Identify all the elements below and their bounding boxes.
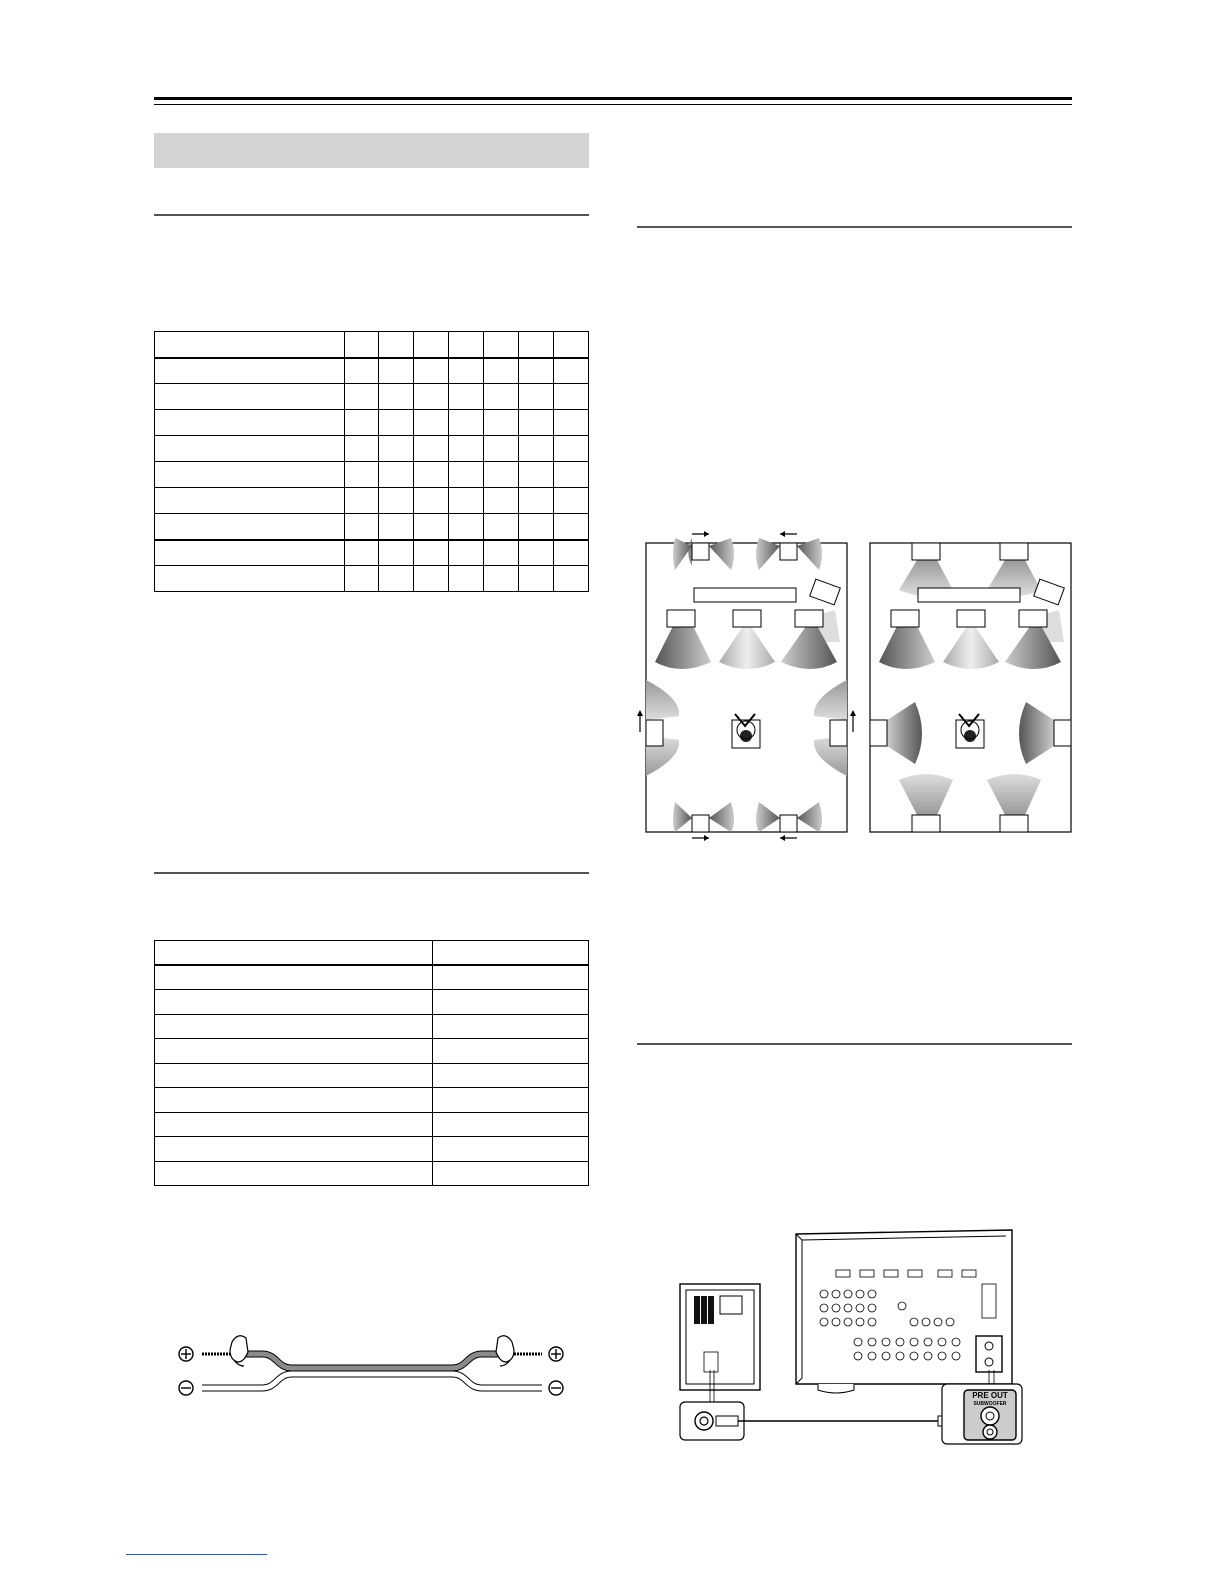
table-row — [155, 384, 589, 410]
plus-icon-left — [179, 1347, 193, 1361]
table-cell — [414, 540, 449, 566]
table-row — [155, 358, 589, 384]
table-cell — [519, 540, 554, 566]
table-cell — [433, 1088, 589, 1113]
table-cell — [449, 514, 484, 540]
table-cell — [155, 384, 345, 410]
table-cell — [449, 540, 484, 566]
table-cell — [449, 462, 484, 488]
table-cell — [449, 436, 484, 462]
table-cell — [433, 1137, 589, 1162]
speaker-layout-table — [154, 331, 589, 592]
minus-icon-left — [179, 1381, 193, 1395]
room-diagram-right — [870, 543, 1071, 832]
subsection-rule-3 — [637, 226, 1072, 228]
table-cell — [553, 358, 588, 384]
table-cell — [553, 384, 588, 410]
hand-left — [230, 1336, 248, 1366]
subsection-rule-1 — [154, 214, 589, 216]
table-cell — [553, 540, 588, 566]
table-cell — [553, 514, 588, 540]
table-row — [155, 1137, 589, 1162]
table-cell — [519, 488, 554, 514]
table-cell — [414, 358, 449, 384]
table-cell — [433, 1161, 589, 1186]
table-cell — [344, 488, 379, 514]
table-cell — [433, 1014, 589, 1039]
table-cell — [379, 410, 414, 436]
speaker-placement-diagrams — [635, 530, 1075, 844]
table-cell — [379, 332, 414, 358]
table-cell — [344, 514, 379, 540]
table-cell — [433, 1039, 589, 1064]
table-row — [155, 941, 589, 966]
room-diagram-left — [637, 531, 856, 841]
table-cell — [379, 462, 414, 488]
table-row — [155, 462, 589, 488]
subsection-rule-2 — [154, 872, 589, 874]
table-cell — [414, 332, 449, 358]
table-cell — [414, 514, 449, 540]
table-cell — [379, 540, 414, 566]
table-cell — [155, 1112, 433, 1137]
table-row — [155, 1014, 589, 1039]
table-row — [155, 990, 589, 1015]
table-cell — [553, 566, 588, 592]
table-cell — [484, 436, 519, 462]
table-cell — [449, 488, 484, 514]
table-cell — [379, 436, 414, 462]
table-cell — [344, 332, 379, 358]
table-cell — [155, 965, 433, 990]
speaker-cable-illustration — [172, 1330, 572, 1410]
table-cell — [155, 462, 345, 488]
table-cell — [344, 540, 379, 566]
table-cell — [155, 566, 345, 592]
table-cell — [379, 358, 414, 384]
table-cell — [433, 965, 589, 990]
table-row — [155, 540, 589, 566]
table-row — [155, 1088, 589, 1113]
table-cell — [519, 332, 554, 358]
table-cell — [519, 410, 554, 436]
plus-icon-right — [549, 1347, 563, 1361]
section-heading-bar — [154, 133, 589, 168]
table-cell — [155, 941, 433, 966]
table-row — [155, 1063, 589, 1088]
table-cell — [449, 566, 484, 592]
table-cell — [553, 488, 588, 514]
table-cell — [155, 1014, 433, 1039]
table-cell — [484, 462, 519, 488]
table-cell — [519, 566, 554, 592]
table-cell — [155, 540, 345, 566]
cable-table — [154, 940, 589, 1186]
table-row — [155, 514, 589, 540]
table-cell — [379, 384, 414, 410]
table-cell — [414, 410, 449, 436]
table-cell — [433, 1063, 589, 1088]
table-cell — [155, 990, 433, 1015]
table-cell — [484, 540, 519, 566]
pre-out-label: PRE OUT — [972, 1391, 1008, 1400]
table-cell — [484, 488, 519, 514]
table-cell — [414, 566, 449, 592]
table-cell — [344, 436, 379, 462]
table-cell — [155, 1063, 433, 1088]
table-cell — [553, 436, 588, 462]
table-cell — [379, 488, 414, 514]
table-row — [155, 1161, 589, 1186]
header-rule-thick — [154, 97, 1072, 100]
table-cell — [519, 384, 554, 410]
table-row — [155, 965, 589, 990]
table-cell — [433, 990, 589, 1015]
table-cell — [414, 488, 449, 514]
table-cell — [484, 410, 519, 436]
table-cell — [344, 384, 379, 410]
table-cell — [449, 332, 484, 358]
table-cell — [155, 488, 345, 514]
av-receiver-rear-panel — [796, 1230, 1012, 1393]
table-cell — [155, 436, 345, 462]
table-cell — [344, 410, 379, 436]
table-cell — [553, 332, 588, 358]
table-cell — [155, 1161, 433, 1186]
table-cell — [344, 462, 379, 488]
table-cell — [379, 514, 414, 540]
table-cell — [379, 566, 414, 592]
table-cell — [519, 436, 554, 462]
table-row — [155, 332, 589, 358]
table-cell — [553, 410, 588, 436]
footer-rule — [126, 1554, 267, 1555]
table-cell — [449, 384, 484, 410]
hand-right — [496, 1336, 514, 1366]
table-row — [155, 436, 589, 462]
table-cell — [449, 358, 484, 384]
table-cell — [414, 384, 449, 410]
table-cell — [155, 358, 345, 384]
table-cell — [344, 358, 379, 384]
table-cell — [344, 566, 379, 592]
table-cell — [433, 1112, 589, 1137]
subsection-rule-4 — [637, 1043, 1072, 1045]
table-cell — [519, 358, 554, 384]
table-cell — [155, 1088, 433, 1113]
subwoofer-speaker — [680, 1284, 760, 1390]
table-cell — [484, 332, 519, 358]
table-cell — [484, 358, 519, 384]
subwoofer-connection-diagram — [676, 1224, 1026, 1446]
table-cell — [519, 462, 554, 488]
table-row — [155, 1039, 589, 1064]
table-cell — [449, 410, 484, 436]
table-cell — [484, 566, 519, 592]
table-cell — [155, 410, 345, 436]
table-cell — [484, 384, 519, 410]
header-rule-thin — [154, 104, 1072, 105]
table-row — [155, 488, 589, 514]
subwoofer-label: SUBWOOFER — [973, 1401, 1007, 1407]
table-cell — [414, 462, 449, 488]
table-row — [155, 566, 589, 592]
table-cell — [414, 436, 449, 462]
table-cell — [155, 1039, 433, 1064]
table-cell — [155, 1137, 433, 1162]
table-cell — [519, 514, 554, 540]
table-row — [155, 1112, 589, 1137]
table-cell — [155, 332, 345, 358]
table-cell — [433, 941, 589, 966]
minus-icon-right — [549, 1381, 563, 1395]
table-cell — [155, 514, 345, 540]
table-cell — [553, 462, 588, 488]
table-row — [155, 410, 589, 436]
table-cell — [484, 514, 519, 540]
